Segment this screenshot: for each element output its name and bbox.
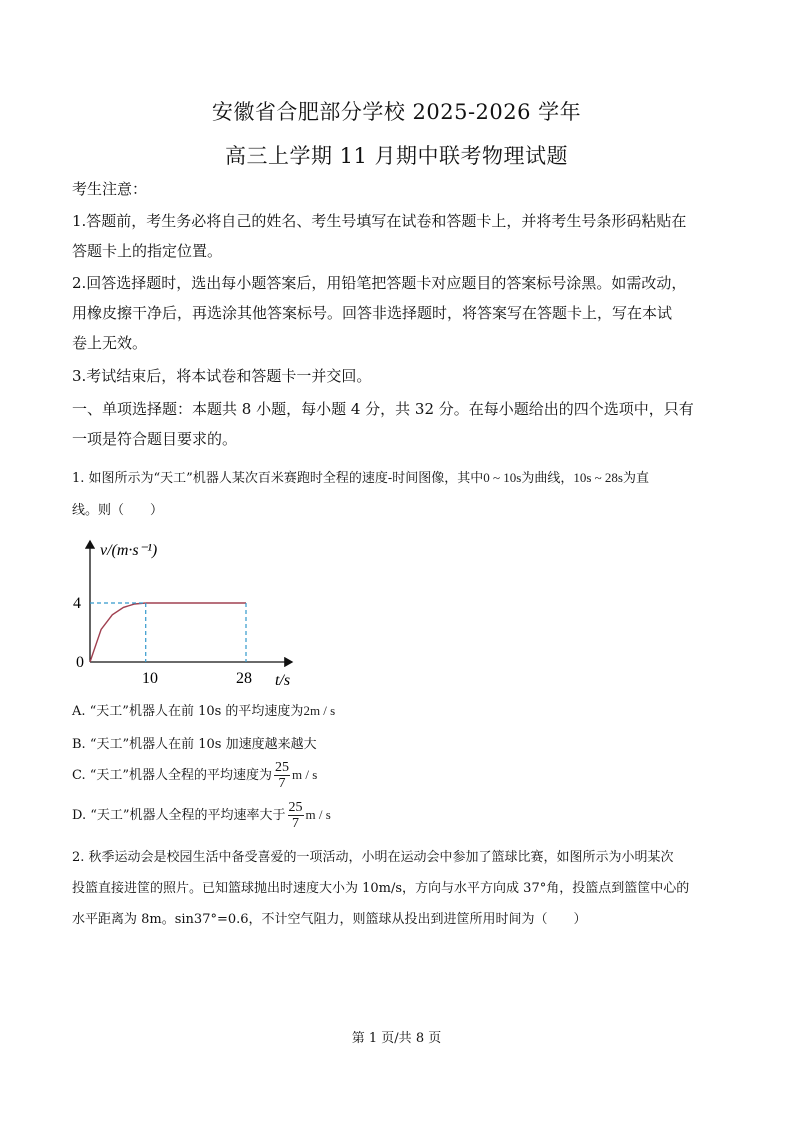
- option-d-numerator: 25: [288, 800, 303, 815]
- q1-option-c[interactable]: [72, 760, 732, 791]
- option-a-math: 2m / s: [303, 703, 336, 718]
- velocity-curve: [90, 603, 146, 662]
- x-tick-10: 10: [142, 670, 158, 687]
- option-c-denominator: 7: [278, 776, 286, 791]
- notice-item1-line2: 答题卡上的指定位置。: [72, 242, 223, 260]
- option-d-fraction: [288, 800, 304, 831]
- x-tick-28: 28: [236, 670, 252, 687]
- velocity-time-chart: [70, 535, 310, 690]
- option-c-numerator: 25: [275, 760, 290, 775]
- q2-line2: 投篮直接进筐的照片。已知篮球抛出时速度大小为 10m/s，方向与水平方向成 37°角，投篮点到篮筐中心的: [72, 881, 690, 896]
- q1-option-a[interactable]: [72, 700, 732, 719]
- option-c-fraction: [274, 760, 290, 791]
- option-a-text: A. “天工”机器人在前 10s 的平均速度为: [72, 704, 304, 719]
- q1-stem-a: 1. 如图所示为“天工”机器人某次百米赛跑时全程的速度-时间图像，其中: [72, 471, 484, 486]
- notice-item1-line1: 1.答题前，考生务必将自己的姓名、考生号填写在试卷和答题卡上，并将考生号条形码粘贴在: [72, 212, 687, 230]
- option-c-text: C. “天工”机器人全程的平均速度为: [72, 768, 273, 783]
- q1-option-d[interactable]: [72, 800, 732, 831]
- notice-item3: 3.考试结束后，将本试卷和答题卡一并交回。: [72, 367, 372, 385]
- q2-line3: 水平距离为 8m。sin37°=0.6，不计空气阻力，则篮球从投出到进筐所用时间为（ ）: [72, 912, 587, 927]
- notice-item2-line3: 卷上无效。: [72, 334, 148, 352]
- page-footer: 第 1 页/共 8 页: [351, 1031, 442, 1046]
- notice-item2-line2: 用橡皮擦干净后，再选涂其他答案标号。回答非选择题时，将答案写在答题卡上，写在本试: [72, 304, 673, 322]
- q1-stem-c: 为直: [623, 471, 650, 486]
- q2-line1: 2. 秋季运动会是校园生活中备受喜爱的一项活动，小明在运动会中参加了篮球比赛，如图所示为小明某次: [72, 850, 674, 865]
- option-c-unit: m / s: [292, 767, 318, 782]
- page-title-line1: 安徽省合肥部分学校 2025-2026 学年: [211, 100, 582, 124]
- y-tick-4: 4: [73, 595, 81, 612]
- q1-stem-line2: 线。则（ ）: [72, 503, 164, 518]
- notice-heading: 考生注意：: [72, 180, 148, 198]
- page-title-line2: 高三上学期 11 月期中联考物理试题: [224, 144, 569, 168]
- option-d-unit: m / s: [305, 807, 331, 822]
- q1-math-a: 0 ~ 10s: [483, 470, 522, 485]
- option-d-denominator: 7: [292, 816, 300, 831]
- origin-label: 0: [76, 654, 84, 671]
- q1-stem-b: 为曲线，: [521, 471, 574, 486]
- q1-option-b[interactable]: B. “天工”机器人在前 10s 加速度越来越大: [72, 737, 317, 752]
- x-axis-label: t/s: [275, 672, 291, 689]
- section1-heading-line1: 一、单项选择题：本题共 8 小题，每小题 4 分，共 32 分。在每小题给出的四个选项中，只有: [72, 400, 694, 418]
- option-d-text: D. “天工”机器人全程的平均速率大于: [72, 808, 286, 823]
- q1-math-b: 10s ~ 28s: [573, 470, 623, 485]
- section1-heading-line2: 一项是符合题目要求的。: [72, 430, 238, 448]
- y-axis-label: v/(m·s⁻¹): [100, 542, 158, 559]
- notice-item2-line1: 2.回答选择题时，选出每小题答案后，用铅笔把答题卡对应题目的答案标号涂黑。如需改动，: [72, 274, 687, 292]
- q1-stem-line1: [72, 467, 732, 486]
